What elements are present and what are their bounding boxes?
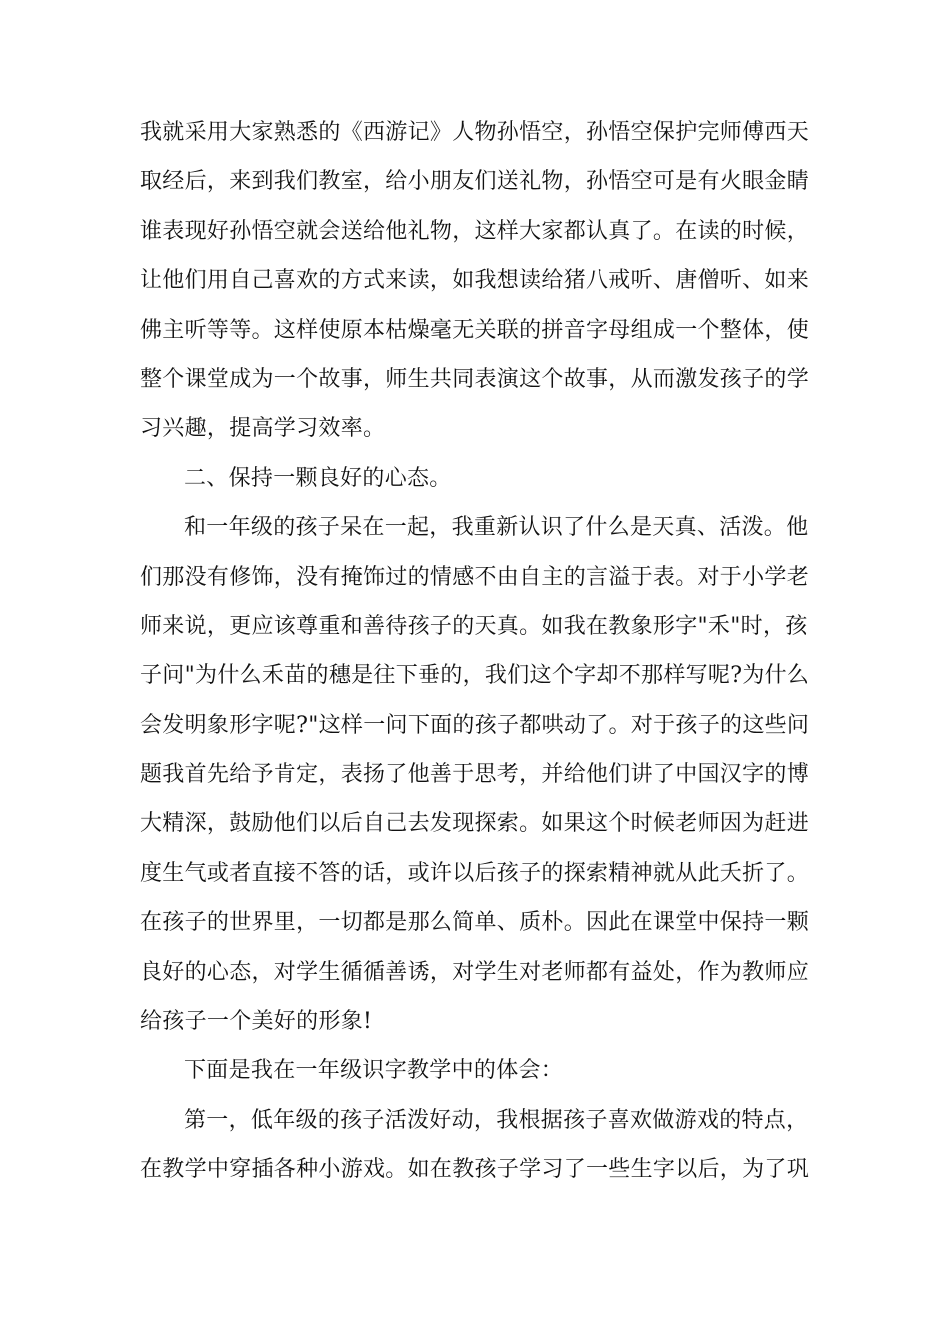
text-line: 让他们用自己喜欢的方式来读，如我想读给猪八戒听、唐僧听、如来: [140, 268, 810, 294]
text-line: 题我首先给予肯定，表扬了他善于思考，并给他们讲了中国汉字的博: [140, 762, 810, 788]
text-line: 子问"为什么禾苗的穗是往下垂的，我们这个字却不那样写呢?为什么: [140, 663, 810, 689]
text-line: 取经后，来到我们教室，给小朋友们送礼物，孙悟空可是有火眼金睛: [140, 169, 810, 195]
text-line: 们那没有修饰，没有掩饰过的情感不由自主的言溢于表。对于小学老: [140, 564, 810, 590]
text-line: 在教学中穿插各种小游戏。如在教孩子学习了一些生字以后，为了巩: [140, 1157, 810, 1183]
text-line: 整个课堂成为一个故事，师生共同表演这个故事，从而激发孩子的学: [140, 366, 810, 392]
text-line: 大精深，鼓励他们以后自己去发现探索。如果这个时候老师因为赶进: [140, 811, 810, 837]
paragraph-start-line: 和一年级的孩子呆在一起，我重新认识了什么是天真、活泼。他: [184, 515, 809, 541]
text-line: 良好的心态，对学生循循善诱，对学生对老师都有益处，作为教师应: [140, 959, 810, 985]
text-line: 给孩子一个美好的形象!: [140, 1009, 373, 1035]
text-line: 在孩子的世界里，一切都是那么简单、质朴。因此在课堂中保持一颗: [140, 910, 810, 936]
text-line: 度生气或者直接不答的话，或许以后孩子的探索精神就从此夭折了。: [140, 860, 810, 886]
paragraph-start-line: 下面是我在一年级识字教学中的体会：: [184, 1058, 564, 1084]
text-line: 会发明象形字呢?"这样一问下面的孩子都哄动了。对于孩子的这些问: [140, 712, 810, 738]
paragraph-start-line: 第一，低年级的孩子活泼好动，我根据孩子喜欢做游戏的特点，: [184, 1107, 809, 1133]
text-line: 佛主听等等。这样使原本枯燥毫无关联的拼音字母组成一个整体，使: [140, 317, 810, 343]
section-heading: 二、保持一颗良好的心态。: [184, 465, 452, 491]
text-line: 谁表现好孙悟空就会送给他礼物，这样大家都认真了。在读的时候，: [140, 218, 810, 244]
text-line: 习兴趣，提高学习效率。: [140, 416, 386, 442]
document-body: [140, 108, 820, 1195]
text-line: 师来说，更应该尊重和善待孩子的天真。如我在教象形字"禾"时，孩: [140, 613, 808, 639]
text-line: 我就采用大家熟悉的《西游记》人物孙悟空，孙悟空保护完师傅西天: [140, 120, 810, 145]
